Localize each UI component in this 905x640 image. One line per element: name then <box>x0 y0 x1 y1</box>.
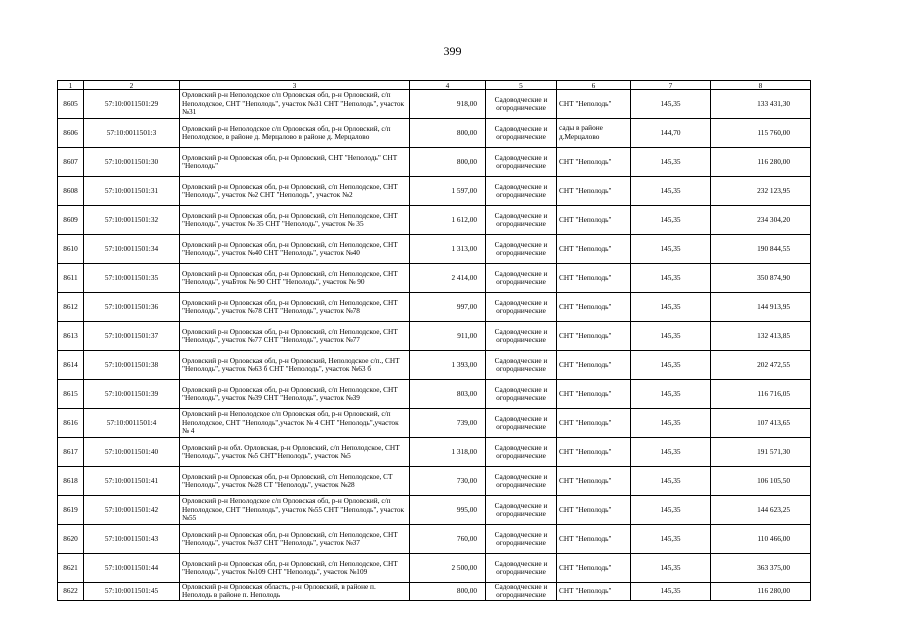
area-cell: 760,00 <box>410 525 486 554</box>
header-row <box>58 81 811 90</box>
page-number: 399 <box>443 44 462 58</box>
cadastral-value-cell: 133 431,30 <box>711 90 811 119</box>
settlement-name-cell: СНТ "Неполодь" <box>557 177 631 206</box>
table-row <box>58 264 811 293</box>
cadastral-value-cell: 232 123,95 <box>711 177 811 206</box>
land-use-type-cell: Садоводческие и огороднические <box>486 380 557 409</box>
cadastral-value-cell: 234 304,20 <box>711 206 811 235</box>
land-use-type-cell: Садоводческие и огороднические <box>486 148 557 177</box>
cadastral-value-cell: 116 280,00 <box>711 583 811 601</box>
land-use-type-cell: Садоводческие и огороднические <box>486 467 557 496</box>
unit-price-cell: 145,35 <box>631 583 711 601</box>
settlement-name-cell: СНТ "Неполодь" <box>557 554 631 583</box>
cadastral-number-cell: 57:10:0011501:36 <box>84 293 180 322</box>
settlement-name-cell: СНТ "Неполодь" <box>557 264 631 293</box>
area-cell: 1 318,00 <box>410 438 486 467</box>
area-cell: 911,00 <box>410 322 486 351</box>
settlement-name-cell: СНТ "Неполодь" <box>557 525 631 554</box>
area-cell: 2 500,00 <box>410 554 486 583</box>
unit-price-cell: 145,35 <box>631 438 711 467</box>
land-use-type-cell: Садоводческие и огороднические <box>486 206 557 235</box>
table-row <box>58 525 811 554</box>
land-use-type-cell: Садоводческие и огороднические <box>486 554 557 583</box>
area-cell: 739,00 <box>410 409 486 438</box>
land-use-type-cell: Садоводческие и огороднические <box>486 177 557 206</box>
row-number-cell: 8612 <box>58 293 84 322</box>
column-header: 7 <box>631 81 711 90</box>
cadastral-number-cell: 57:10:0011501:39 <box>84 380 180 409</box>
cadastral-number-cell: 57:10:0011501:38 <box>84 351 180 380</box>
settlement-name-cell: СНТ "Неполодь" <box>557 322 631 351</box>
row-number-cell: 8610 <box>58 235 84 264</box>
row-number-cell: 8617 <box>58 438 84 467</box>
address-cell: Орловский р-н Орловская обл, р-н Орловский, с/п Неполодское, СНТ "Неполодь", учаБток № 90 СНТ "Неполодь", участок № 90 <box>180 264 410 293</box>
cadastral-value-cell: 132 413,85 <box>711 322 811 351</box>
cadastral-value-cell: 106 105,50 <box>711 467 811 496</box>
table-row <box>58 409 811 438</box>
unit-price-cell: 145,35 <box>631 525 711 554</box>
table-row <box>58 119 811 148</box>
land-use-type-cell: Садоводческие и огороднические <box>486 264 557 293</box>
area-cell: 1 313,00 <box>410 235 486 264</box>
column-header: 2 <box>84 81 180 90</box>
address-cell: Орловский р-н обл. Орловская, р-н Орловский, с/п Неполодское, СНТ "Неполодь", участок №5 СНТ"Неполодь", участок №5 <box>180 438 410 467</box>
settlement-name-cell: СНТ "Неполодь" <box>557 467 631 496</box>
unit-price-cell: 145,35 <box>631 380 711 409</box>
area-cell: 730,00 <box>410 467 486 496</box>
cadastral-number-cell: 57:10:0011501:31 <box>84 177 180 206</box>
settlement-name-cell: СНТ "Неполодь" <box>557 206 631 235</box>
cadastral-value-cell: 107 413,65 <box>711 409 811 438</box>
row-number-cell: 8621 <box>58 554 84 583</box>
land-use-type-cell: Садоводческие и огороднические <box>486 496 557 525</box>
unit-price-cell: 145,35 <box>631 206 711 235</box>
table-row <box>58 90 811 119</box>
row-number-cell: 8619 <box>58 496 84 525</box>
unit-price-cell: 145,35 <box>631 235 711 264</box>
cadastral-number-cell: 57:10:0011501:32 <box>84 206 180 235</box>
land-use-type-cell: Садоводческие и огороднические <box>486 322 557 351</box>
address-cell: Орловский р-н Орловская область, р-н Орловский, в районе п. Неполодь в районе п. Неполодь <box>180 583 410 601</box>
column-header: 8 <box>711 81 811 90</box>
land-use-type-cell: Садоводческие и огороднические <box>486 409 557 438</box>
cadastral-value-cell: 363 375,00 <box>711 554 811 583</box>
row-number-cell: 8609 <box>58 206 84 235</box>
settlement-name-cell: СНТ "Неполодь" <box>557 148 631 177</box>
table-row <box>58 206 811 235</box>
cadastral-number-cell: 57:10:0011501:35 <box>84 264 180 293</box>
area-cell: 995,00 <box>410 496 486 525</box>
address-cell: Орловский р-н Неполодское с/п Орловская обл, р-н Орловский, с/п Неполодское, СНТ "Неполодь", участок №55 СНТ "Неполодь", участок №55 <box>180 496 410 525</box>
cadastral-value-cell: 144 913,95 <box>711 293 811 322</box>
address-cell: Орловский р-н Орловская обл, р-н Орловский, СНТ "Неполодь" СНТ "Неполодь" <box>180 148 410 177</box>
cadastral-number-cell: 57:10:0011501:3 <box>84 119 180 148</box>
land-use-type-cell: Садоводческие и огороднические <box>486 583 557 601</box>
row-number-cell: 8618 <box>58 467 84 496</box>
table-row <box>58 177 811 206</box>
row-number-cell: 8606 <box>58 119 84 148</box>
settlement-name-cell: СНТ "Неполодь" <box>557 293 631 322</box>
table-row <box>58 380 811 409</box>
column-header: 1 <box>58 81 84 90</box>
row-number-cell: 8611 <box>58 264 84 293</box>
area-cell: 2 414,00 <box>410 264 486 293</box>
settlement-name-cell: СНТ "Неполодь" <box>557 409 631 438</box>
row-number-cell: 8607 <box>58 148 84 177</box>
area-cell: 803,00 <box>410 380 486 409</box>
land-use-type-cell: Садоводческие и огороднические <box>486 119 557 148</box>
unit-price-cell: 145,35 <box>631 351 711 380</box>
settlement-name-cell: СНТ "Неполодь" <box>557 235 631 264</box>
unit-price-cell: 145,35 <box>631 467 711 496</box>
cadastral-number-cell: 57:10:0011501:45 <box>84 583 180 601</box>
land-use-type-cell: Садоводческие и огороднические <box>486 235 557 264</box>
unit-price-cell: 145,35 <box>631 496 711 525</box>
cadastral-value-cell: 202 472,55 <box>711 351 811 380</box>
table-row <box>58 322 811 351</box>
cadastral-value-cell: 115 760,00 <box>711 119 811 148</box>
settlement-name-cell: сады в районе д.Мерцалово <box>557 119 631 148</box>
row-number-cell: 8614 <box>58 351 84 380</box>
row-number-cell: 8615 <box>58 380 84 409</box>
row-number-cell: 8620 <box>58 525 84 554</box>
settlement-name-cell: СНТ "Неполодь" <box>557 380 631 409</box>
unit-price-cell: 145,35 <box>631 177 711 206</box>
address-cell: Орловский р-н Орловская обл, р-н Орловский, с/п Неполодское, СНТ "Неполодь", участок №109 СНТ "Неполодь", участок №109 <box>180 554 410 583</box>
address-cell: Орловский р-н Орловская обл, р-н Орловский, с/п Неполодское, СНТ "Неполодь", участок № 35 СНТ "Неполодь", участок № 35 <box>180 206 410 235</box>
land-use-type-cell: Садоводческие и огороднические <box>486 90 557 119</box>
cadastral-value-cell: 110 466,00 <box>711 525 811 554</box>
address-cell: Орловский р-н Орловская обл, р-н Орловский, с/п Неполодское, СНТ "Неполодь", участок №77 СНТ "Неполодь", участок №77 <box>180 322 410 351</box>
table-row <box>58 293 811 322</box>
cadastral-number-cell: 57:10:0011501:42 <box>84 496 180 525</box>
row-number-cell: 8613 <box>58 322 84 351</box>
column-header: 6 <box>557 81 631 90</box>
row-number-cell: 8616 <box>58 409 84 438</box>
cadastral-number-cell: 57:10:0011501:37 <box>84 322 180 351</box>
cadastral-value-cell: 190 844,55 <box>711 235 811 264</box>
address-cell: Орловский р-н Орловская обл, р-н Орловский, с/п Неполодское, СТ "Неполодь", участок №28 СТ "Неполодь", участок №28 <box>180 467 410 496</box>
land-use-type-cell: Садоводческие и огороднические <box>486 525 557 554</box>
address-cell: Орловский р-н Орловская обл, р-н Орловский, с/п Неполодское, СНТ "Неполодь", участок №40 СНТ "Неполодь", участок №40 <box>180 235 410 264</box>
address-cell: Орловский р-н Орловская обл, р-н Орловский, с/п Неполодское, СНТ "Неполодь", участок №2 СНТ "Неполодь", участок №2 <box>180 177 410 206</box>
cadastral-value-cell: 116 716,05 <box>711 380 811 409</box>
cadastral-number-cell: 57:10:0011501:40 <box>84 438 180 467</box>
cadastral-number-cell: 57:10:0011501:34 <box>84 235 180 264</box>
land-registry-table <box>57 80 811 601</box>
column-header: 4 <box>410 81 486 90</box>
cadastral-value-cell: 144 623,25 <box>711 496 811 525</box>
cadastral-number-cell: 57:10:0011501:43 <box>84 525 180 554</box>
land-use-type-cell: Садоводческие и огороднические <box>486 293 557 322</box>
address-cell: Орловский р-н Неполодское с/п Орловская обл, р-н Орловский, с/п Неполодское, СНТ "Неполодь", участок №31 СНТ "Неполодь", участок №31 <box>180 90 410 119</box>
settlement-name-cell: СНТ "Неполодь" <box>557 90 631 119</box>
cadastral-number-cell: 57:10:0011501:44 <box>84 554 180 583</box>
unit-price-cell: 145,35 <box>631 148 711 177</box>
table-row <box>58 467 811 496</box>
address-cell: Орловский р-н Орловская обл, р-н Орловский, с/п Неполодское, СНТ "Неполодь", участок №78 СНТ "Неполодь", участок №78 <box>180 293 410 322</box>
column-header: 5 <box>486 81 557 90</box>
unit-price-cell: 145,35 <box>631 554 711 583</box>
cadastral-value-cell: 350 874,90 <box>711 264 811 293</box>
area-cell: 1 612,00 <box>410 206 486 235</box>
row-number-cell: 8605 <box>58 90 84 119</box>
area-cell: 800,00 <box>410 583 486 601</box>
area-cell: 1 393,00 <box>410 351 486 380</box>
address-cell: Орловский р-н Орловская обл, р-н Орловский, Неполодское с/п., СНТ "Неполодь", участок №63 б СНТ "Неполодь", участок №63 б <box>180 351 410 380</box>
table-row <box>58 235 811 264</box>
table-row <box>58 438 811 467</box>
table-row <box>58 554 811 583</box>
unit-price-cell: 145,35 <box>631 293 711 322</box>
settlement-name-cell: СНТ "Неполодь" <box>557 438 631 467</box>
settlement-name-cell: СНТ "Неполодь" <box>557 351 631 380</box>
cadastral-number-cell: 57:10:0011501:29 <box>84 90 180 119</box>
address-cell: Орловский р-н Орловская обл, р-н Орловский, с/п Неполодское, СНТ "Неполодь", участок №39 СНТ "Неполодь", участок №39 <box>180 380 410 409</box>
table-row <box>58 583 811 601</box>
table-row <box>58 351 811 380</box>
row-number-cell: 8608 <box>58 177 84 206</box>
area-cell: 800,00 <box>410 148 486 177</box>
cadastral-number-cell: 57:10:0011501:30 <box>84 148 180 177</box>
cadastral-value-cell: 116 280,00 <box>711 148 811 177</box>
land-use-type-cell: Садоводческие и огороднические <box>486 351 557 380</box>
area-cell: 800,00 <box>410 119 486 148</box>
settlement-name-cell: СНТ "Неполодь" <box>557 496 631 525</box>
settlement-name-cell: СНТ "Неполодь" <box>557 583 631 601</box>
address-cell: Орловский р-н Неполодское с/п Орловская обл, р-н Орловский, с/п Неполодское, в районе д. Мерцалово в районе д. Мерцалово <box>180 119 410 148</box>
row-number-cell: 8622 <box>58 583 84 601</box>
address-cell: Орловский р-н Орловская обл, р-н Орловский, с/п Неполодское, СНТ "Неполодь", участок №37 СНТ "Неполодь", участок №37 <box>180 525 410 554</box>
area-cell: 918,00 <box>410 90 486 119</box>
area-cell: 997,00 <box>410 293 486 322</box>
unit-price-cell: 145,35 <box>631 409 711 438</box>
column-header: 3 <box>180 81 410 90</box>
unit-price-cell: 145,35 <box>631 90 711 119</box>
unit-price-cell: 145,35 <box>631 264 711 293</box>
cadastral-value-cell: 191 571,30 <box>711 438 811 467</box>
table-row <box>58 496 811 525</box>
table-row <box>58 148 811 177</box>
area-cell: 1 597,00 <box>410 177 486 206</box>
land-use-type-cell: Садоводческие и огороднические <box>486 438 557 467</box>
unit-price-cell: 145,35 <box>631 322 711 351</box>
cadastral-number-cell: 57:10:0011501:41 <box>84 467 180 496</box>
address-cell: Орловский р-н Неполодское с/п Орловская обл, р-н Орловский, с/п Неполодское, СНТ "Неполодь",участок № 4 СНТ "Неполодь",участок № 4 <box>180 409 410 438</box>
unit-price-cell: 144,70 <box>631 119 711 148</box>
cadastral-number-cell: 57:10:0011501:4 <box>84 409 180 438</box>
